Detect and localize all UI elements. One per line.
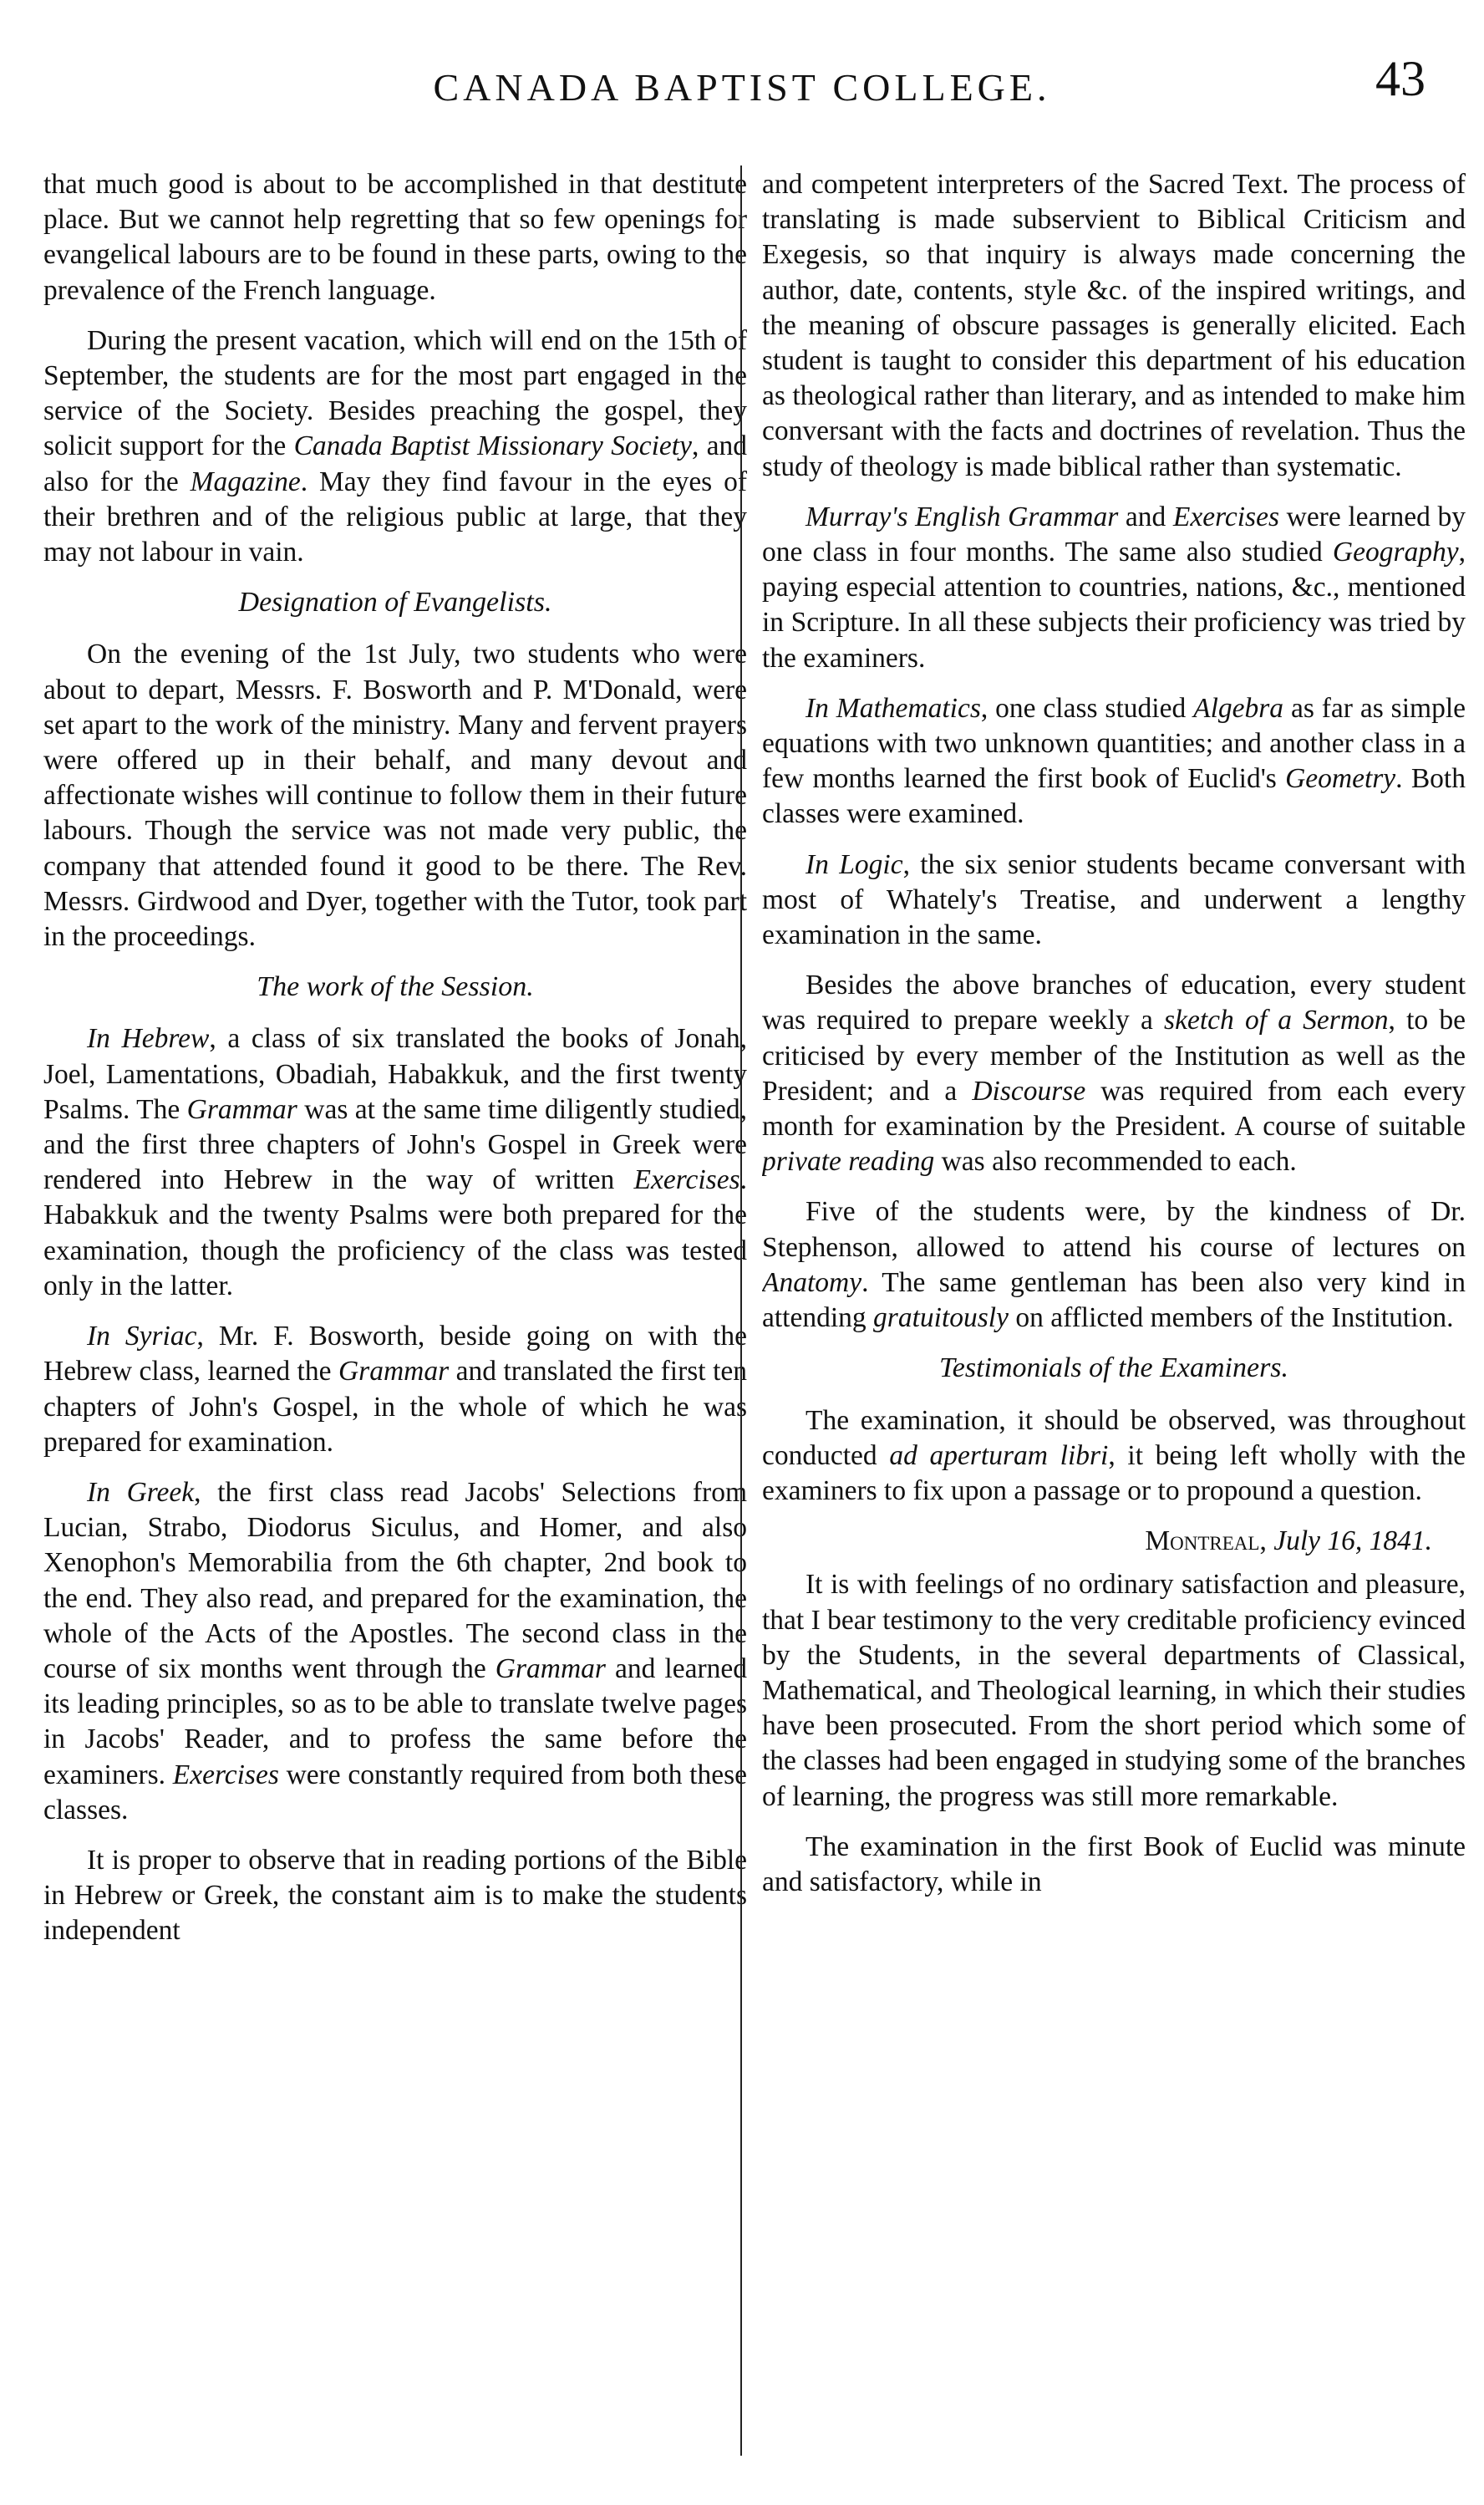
dateline: Montreal, July 16, 1841. — [1145, 1525, 1432, 1557]
section-heading-designation: Designation of Evangelists. — [238, 587, 552, 619]
section-heading-work: The work of the Session. — [257, 971, 534, 1003]
section-heading-testimonials: Testimonials of the Examiners. — [938, 1352, 1289, 1384]
page-number: 43 — [1375, 51, 1426, 106]
right-paragraph-logic: In Logic, the six senior students became conversant with most of Whately's Treatise, and underwent a lengthy examination in the same. — [762, 848, 1466, 951]
left-paragraph-syriac: In Syriac, Mr. F. Bosworth, beside going on with the Hebrew class, learned the Grammar and translated the first ten chapters of John's Gospel, in the whole of which he was prepared for examination. — [43, 1321, 747, 1458]
left-paragraph-2: During the present vacation, which will end on the 15th of September, the students are for the most part engaged in the service of the Society. Besides preaching the gospel, they solicit support for the Canada Baptist Missionary Society, and also for the Magazine. May they find favour in the eyes of their brethren and of the religious public at large, that they may not labour in vain. — [43, 324, 747, 568]
left-paragraph-hebrew: In Hebrew, a class of six translated the books of Jonah, Joel, Lamentations, Obadiah, Habakkuk, and the first twenty Psalms. The Grammar was at the same time diligently studied, and the first three chapters of John's Gospel in Greek were rendered into Hebrew in the way of written Exercises. Habakkuk and the twenty Psalms were both prepared for the examination, though the proficiency of the class was tested only in the latter. — [43, 1023, 747, 1301]
right-paragraph-testimony: It is with feelings of no ordinary satisfaction and pleasure, that I bear testimony to the very creditable proficiency evinced by the Students, in the several departments of Classical, Mathematical, and Theological learning, in which their studies have been prosecuted. From the short period which some of the classes had been engaged in studying some of the branches of learning, the progress was still more remarkable. — [762, 1569, 1466, 1812]
column-divider — [740, 165, 742, 2456]
left-paragraph-final: It is proper to observe that in reading portions of the Bible in Hebrew or Greek, the constant aim is to make the students independent — [43, 1844, 747, 1947]
right-column — [762, 167, 1466, 2472]
right-paragraph-anatomy: Five of the students were, by the kindness of Dr. Stephenson, allowed to attend his course of lectures on Anatomy. The same gentleman has been also very kind in attending gratuitously on afflicted members of the Institution. — [762, 1196, 1466, 1334]
right-paragraph-mathematics: In Mathematics, one class studied Algebra as far as simple equations with two unknown quantities; and another class in a few months learned the first book of Euclid's Geometry. Both classes were examined. — [762, 692, 1466, 830]
left-paragraph-1: that much good is about to be accomplished in that destitute place. But we cannot help regretting that so few openings for evangelical labours are to be found in these parts, owing to the prevalence of the French language. — [43, 169, 747, 306]
right-paragraph-final: The examination in the first Book of Euclid was minute and satisfactory, while in — [762, 1830, 1466, 1897]
right-paragraph-besides: Besides the above branches of education, every student was required to prepare weekly a sketch of a Sermon, to be criticised by every member of the Institution as well as the President; and a Discourse was required from each every month for examination by the President. A course of suitable private reading was also recommended to each. — [762, 970, 1466, 1178]
right-paragraph-1: and competent interpreters of the Sacred Text. The process of translating is made subservient to Biblical Criticism and Exegesis, so that inquiry is always made concerning the author, date, contents, style &c. of the inspired writings, and the meaning of obscure passages is generally elicited. Each student is taught to consider this department of his education as theological rather than literary, and as intended to make him conversant with the facts and doctrines of revelation. Thus the study of theology is made biblical rather than systematic. — [762, 169, 1466, 482]
running-title: CANADA BAPTIST COLLEGE. — [433, 66, 1051, 109]
right-paragraph-grammar: Murray's English Grammar and Exercises were learned by one class in four months. The same also studied Geography, paying especial attention to countries, nations, &c., mentioned in Scripture. In all these subjects their proficiency was tried by the examiners. — [762, 501, 1466, 674]
left-paragraph-3: On the evening of the 1st July, two students who were about to depart, Messrs. F. Bosworth and P. M'Donald, were set apart to the work of the ministry. Many and fervent prayers were offered up in their behalf, and many devout and affectionate wishes will continue to follow them in their future labours. Though the service was not made very public, the company that attended found it good to be there. The Rev. Messrs. Girdwood and Dyer, together with the Tutor, took part in the proceedings. — [43, 639, 747, 953]
left-column — [43, 167, 747, 2472]
left-paragraph-greek: In Greek, the first class read Jacobs' Selections from Lucian, Strabo, Diodorus Siculus, and Homer, and also Xenophon's Memorabilia from the 6th chapter, 2nd book to the end. They also read, and prepared for the examination, the whole of the Acts of the Apostles. The second class in the course of six months went through the Grammar and learned its leading principles, so as to be able to translate twelve pages in Jacobs' Reader, and to profess the same before the examiners. Exercises were constantly required from both these classes. — [43, 1476, 747, 1825]
page-header — [0, 51, 1484, 124]
right-paragraph-examination: The examination, it should be observed, was throughout conducted ad aperturam libri, it being left wholly with the examiners to fix upon a passage or to propound a question. — [762, 1404, 1466, 1506]
